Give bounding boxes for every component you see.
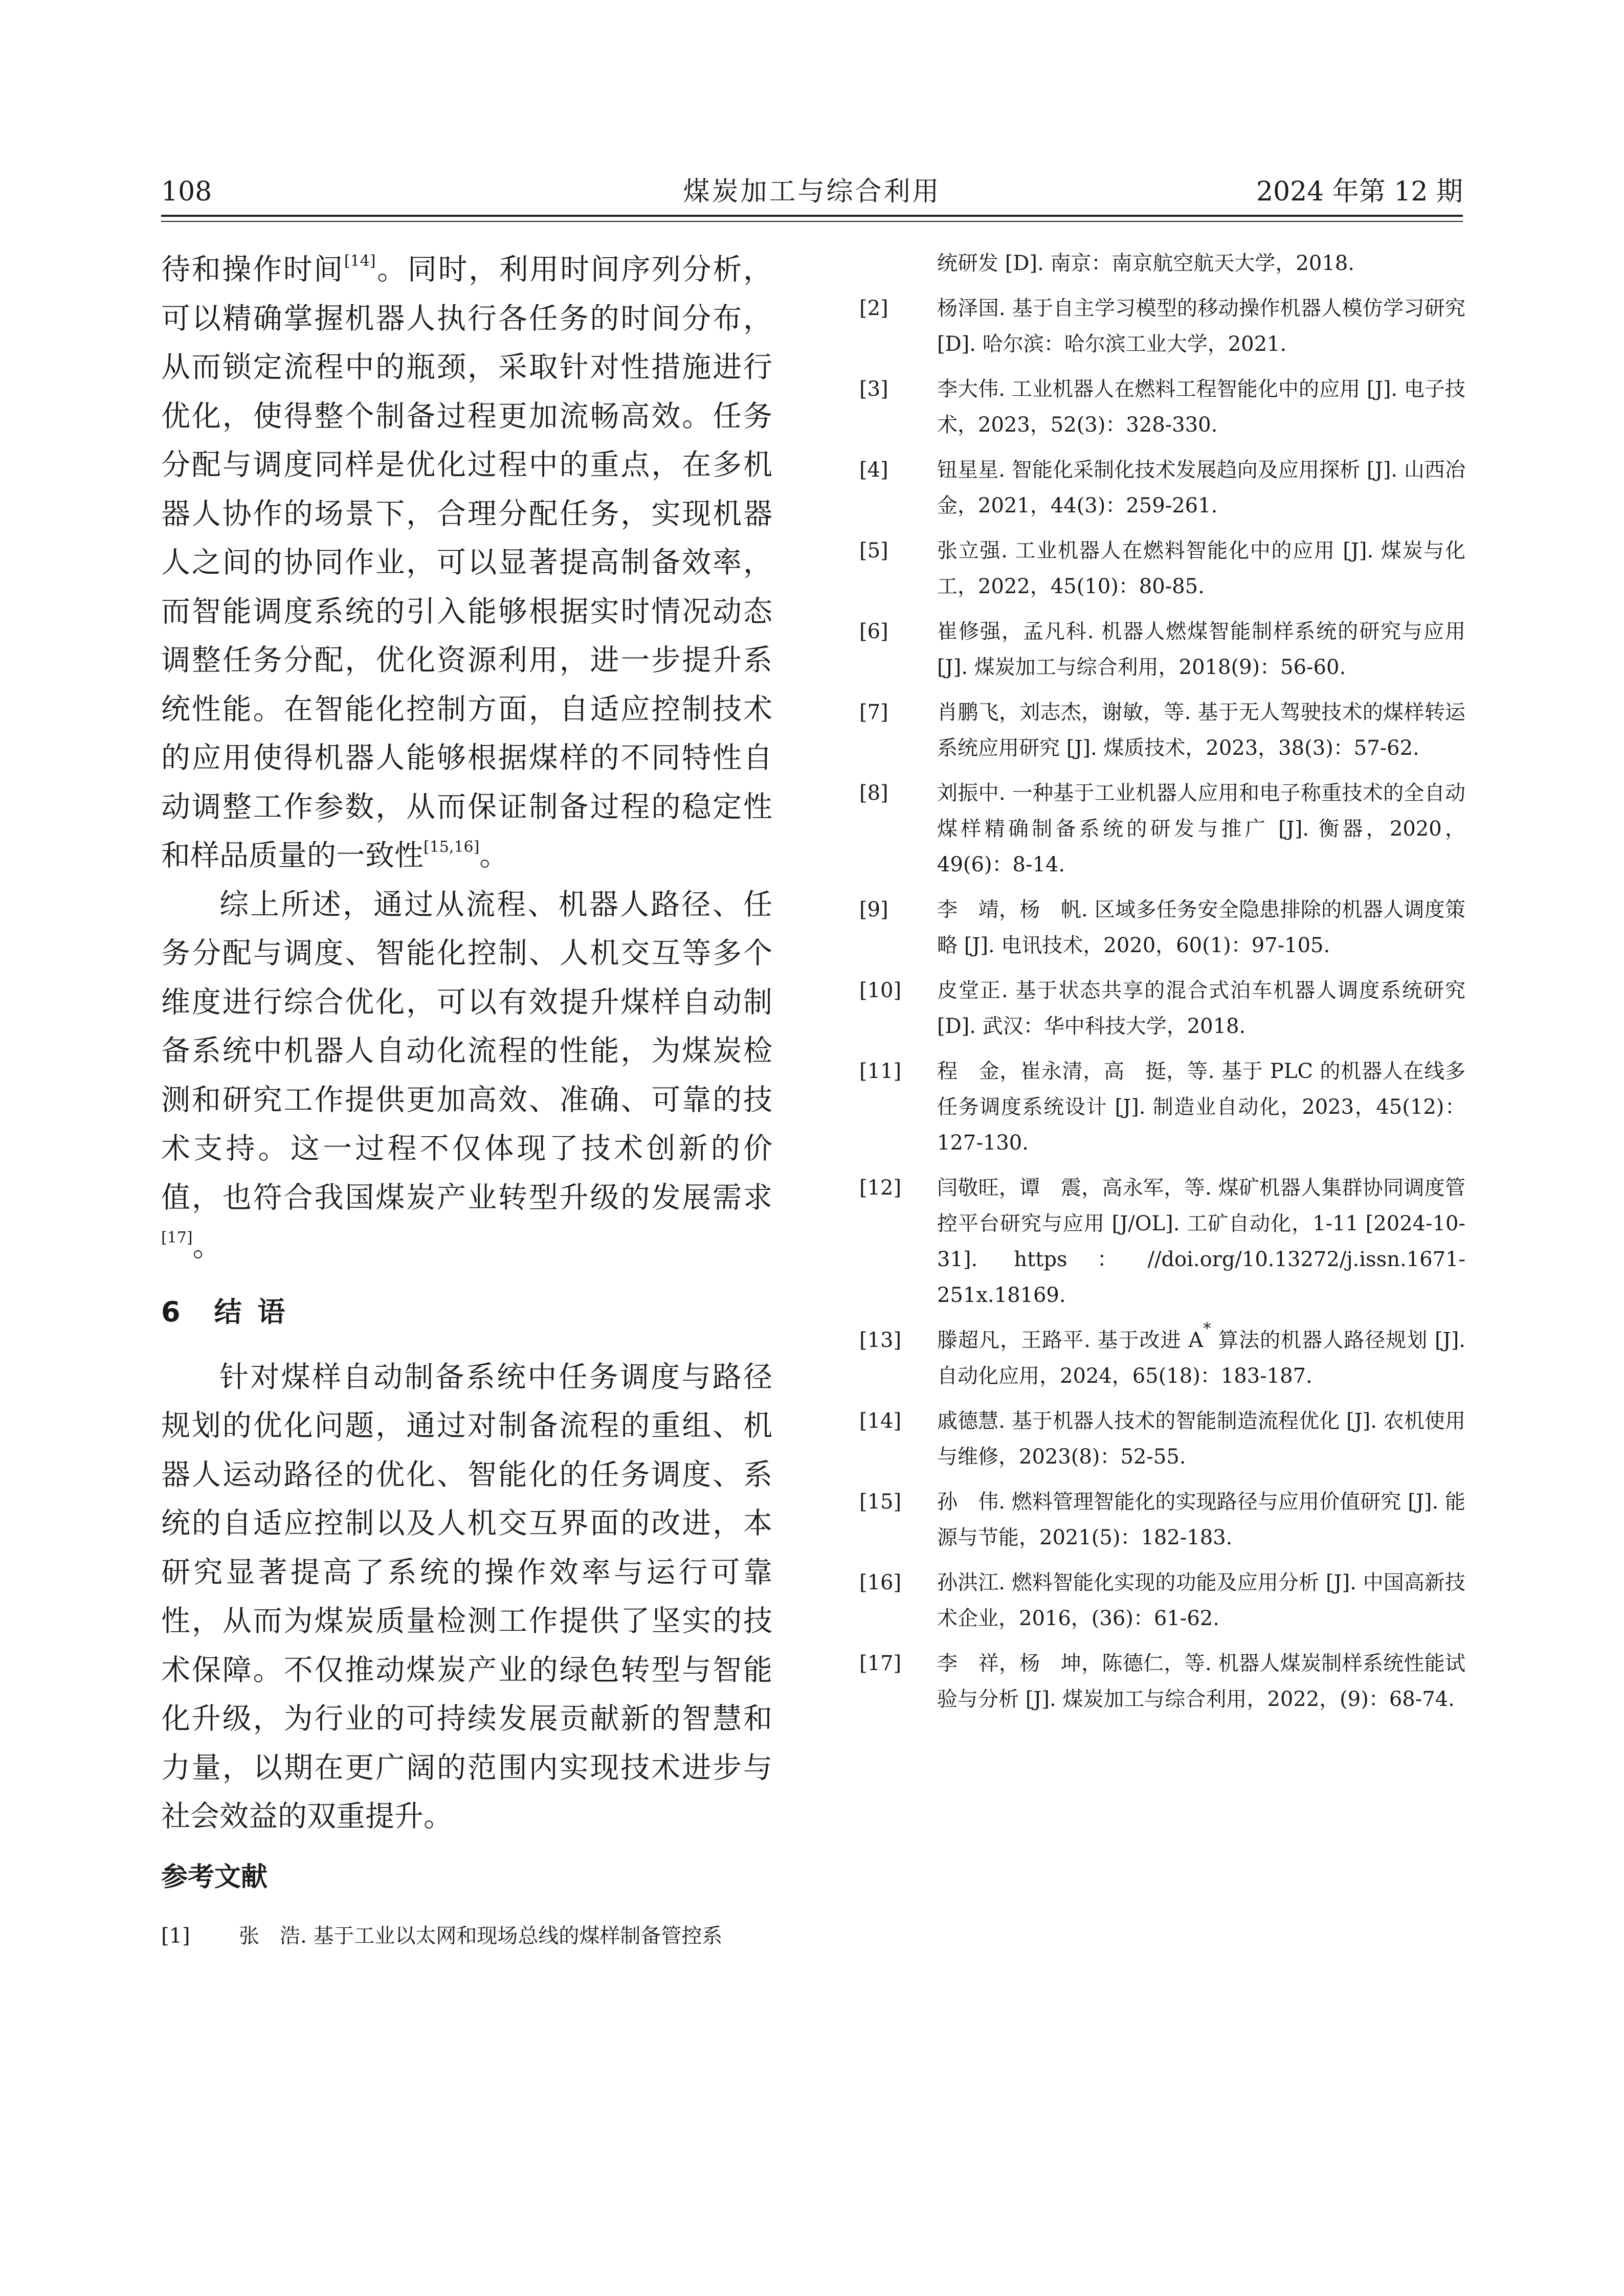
reference-item (859, 1484, 1465, 1556)
superscript: * (1203, 1320, 1211, 1338)
reference-item (859, 290, 1465, 362)
body-paragraph-3: 针对煤样自动制备系统中任务调度与路径规划的优化问题，通过对制备流程的重组、机器人运动路径的优化、智能化的任务调度、系统的自适应控制以及人机交互界面的改进，本研究显著提高了系统的操作效率与运行可靠性，从而为煤炭质量检测工作提供了坚实的技术保障。不仅推动煤炭产业的绿色转型与智能化升级，为行业的可持续发展贡献新的智慧和力量，以期在更广阔的范围内实现技术进步与社会效益的双重提升。 (161, 1360, 772, 1833)
reference-text: 张 浩. 基于工业以太网和现场总线的煤样制备管控系 (239, 1924, 723, 1948)
reference-text: 皮堂正. 基于状态共享的混合式泊车机器人调度系统研究 [D]. 武汉：华中科技大学，2018. (937, 979, 1465, 1038)
reference-number: [8] (859, 781, 888, 805)
section-title: 结 语 (214, 1295, 288, 1328)
body-paragraph-1 (161, 245, 772, 881)
reference-item (859, 371, 1465, 443)
citation: [14] (344, 252, 376, 270)
reference-number: [3] (859, 377, 888, 401)
reference-continuation (859, 245, 1465, 281)
reference-number: [12] (859, 1176, 902, 1200)
reference-item (859, 1565, 1465, 1636)
reference-number: [7] (859, 701, 888, 724)
section-number: 6 (161, 1295, 184, 1328)
reference-item (859, 452, 1465, 524)
reference-item (859, 1403, 1465, 1475)
paragraph-text: 综上所述，通过从流程、机器人路径、任务分配与调度、智能化控制、人机交互等多个维度进行综合优化，可以有效提升煤样自动制备系统中机器人自动化流程的性能，为煤炭检测和研究工作提供更加高效、准确、可靠的技术支持。这一过程不仅体现了技术创新的价值，也符合我国煤炭产业转型升级的发展需求 (161, 887, 772, 1214)
reference-number: [9] (859, 898, 888, 921)
references-heading: 参考文献 (161, 1861, 268, 1893)
citation: [17] (161, 1229, 193, 1247)
reference-text: 崔修强，孟凡科. 机器人燃煤智能制样系统的研究与应用 [J]. 煤炭加工与综合利用，2018(9)：56-60. (937, 620, 1465, 679)
reference-item (859, 1646, 1465, 1717)
reference-item (859, 1170, 1465, 1313)
reference-text: 孙 伟. 燃料管理智能化的实现路径与应用价值研究 [J]. 能源与节能，2021(5)：182-183. (937, 1490, 1465, 1549)
left-column (161, 245, 772, 1963)
paragraph-text: 待和操作时间 (161, 253, 344, 286)
reference-number: [10] (859, 979, 902, 1002)
reference-number: [13] (859, 1329, 902, 1352)
reference-item (859, 775, 1465, 883)
reference-text-part: 算法的机器人路径规划 [J]. 自动化应用，2024，65(18)：183-187. (937, 1329, 1466, 1388)
reference-text: 闫敬旺，谭 震，高永军，等. 煤矿机器人集群协同调度管控平台研究与应用 [J/OL]. 工矿自动化，1-11 [2024-10-31]. https：//doi.org/10.13272/j.issn.1671-251x.18169. (937, 1176, 1465, 1307)
reference-number: [15] (859, 1490, 902, 1514)
reference-text: 戚德慧. 基于机器人技术的智能制造流程优化 [J]. 农机使用与维修，2023(8)：52-55. (937, 1409, 1465, 1469)
reference-number: [16] (859, 1571, 902, 1594)
reference-text (937, 1322, 1465, 1394)
reference-text: 刘振中. 一种基于工业机器人应用和电子称重技术的全自动煤样精确制备系统的研发与推广 [J]. 衡器，2020，49(6)：8-14. (937, 781, 1465, 876)
reference-text: 李 靖，杨 帆. 区域多任务安全隐患排除的机器人调度策略 [J]. 电讯技术，2020，60(1)：97-105. (937, 898, 1465, 957)
header-rule-thin (161, 221, 1463, 222)
reference-text-part: 滕超凡，王路平. 基于改进 A (937, 1329, 1204, 1352)
reference-number: [6] (859, 620, 888, 643)
reference-text: 钮星星. 智能化采制化技术发展趋向及应用探析 [J]. 山西冶金，2021，44(3)：259-261. (937, 458, 1465, 517)
reference-item (859, 614, 1465, 685)
reference-text: 张立强. 工业机器人在燃料智能化中的应用 [J]. 煤炭与化工，2022，45(10)：80-85. (937, 539, 1465, 598)
reference-item (859, 973, 1465, 1044)
header-rule-thick (161, 215, 1463, 217)
issue-label: 2024 年第 12 期 (1256, 176, 1463, 207)
reference-item (859, 694, 1465, 766)
reference-number: [11] (859, 1060, 902, 1083)
reference-text: 杨泽国. 基于自主学习模型的移动操作机器人模仿学习研究 [D]. 哈尔滨：哈尔滨工业大学，2021. (937, 297, 1465, 356)
paragraph-text: 。同时，利用时间序列分析，可以精确掌握机器人执行各任务的时间分布，从而锁定流程中的瓶颈，采取针对性措施进行优化，使得整个制备过程更加流畅高效。任务分配与调度同样是优化过程中的重点，在多机器人协作的场景下，合理分配任务，实现机器人之间的协同作业，可以显著提高制备效率，而智能调度系统的引入能够根据实时情况动态调整任务分配，优化资源利用，进一步提升系统性能。在智能化控制方面，自适应控制技术的应用使得机器人能够根据煤样的不同特性自动调整工作参数，从而保证制备过程的稳定性和样品质量的一致性 (161, 253, 773, 872)
reference-item (161, 1918, 772, 1954)
reference-item (859, 533, 1465, 604)
reference-number: [1] (161, 1924, 190, 1948)
reference-number: [5] (859, 539, 888, 562)
reference-text: 程 金，崔永清，高 挺，等. 基于 PLC 的机器人在线多任务调度系统设计 [J]. 制造业自动化，2023，45(12)：127-130. (937, 1060, 1465, 1155)
section-heading-conclusion (161, 1292, 772, 1333)
journal-title: 煤炭加工与综合利用 (683, 176, 941, 207)
reference-number: [17] (859, 1652, 902, 1675)
running-header (161, 174, 1463, 220)
reference-number: [4] (859, 458, 888, 482)
reference-item (859, 1053, 1465, 1161)
reference-item (859, 1322, 1465, 1394)
reference-text: 李 祥，杨 坤，陈德仁，等. 机器人煤炭制样系统性能试验与分析 [J]. 煤炭加工与综合利用，2022，(9)：68-74. (937, 1652, 1465, 1711)
reference-number: [14] (859, 1409, 902, 1433)
paragraph-text: 。 (192, 1229, 222, 1263)
reference-text: 肖鹏飞，刘志杰，谢敏，等. 基于无人驾驶技术的煤样转运系统应用研究 [J]. 煤质技术，2023，38(3)：57-62. (937, 701, 1465, 760)
reference-text: 孙洪江. 燃料智能化实现的功能及应用分析 [J]. 中国高新技术企业，2016，(36)：61-62. (937, 1571, 1465, 1630)
reference-text: 统研发 [D]. 南京：南京航空航天大学，2018. (937, 252, 1354, 275)
citation: [15,16] (424, 838, 480, 856)
reference-item (859, 892, 1465, 963)
paragraph-text: 。 (479, 839, 509, 872)
right-column (859, 245, 1465, 1726)
reference-number: [2] (859, 297, 888, 320)
body-paragraph-2 (161, 881, 772, 1271)
reference-text: 李大伟. 工业机器人在燃料工程智能化中的应用 [J]. 电子技术，2023，52(3)：328-330. (937, 377, 1465, 437)
page-number: 108 (161, 176, 212, 207)
